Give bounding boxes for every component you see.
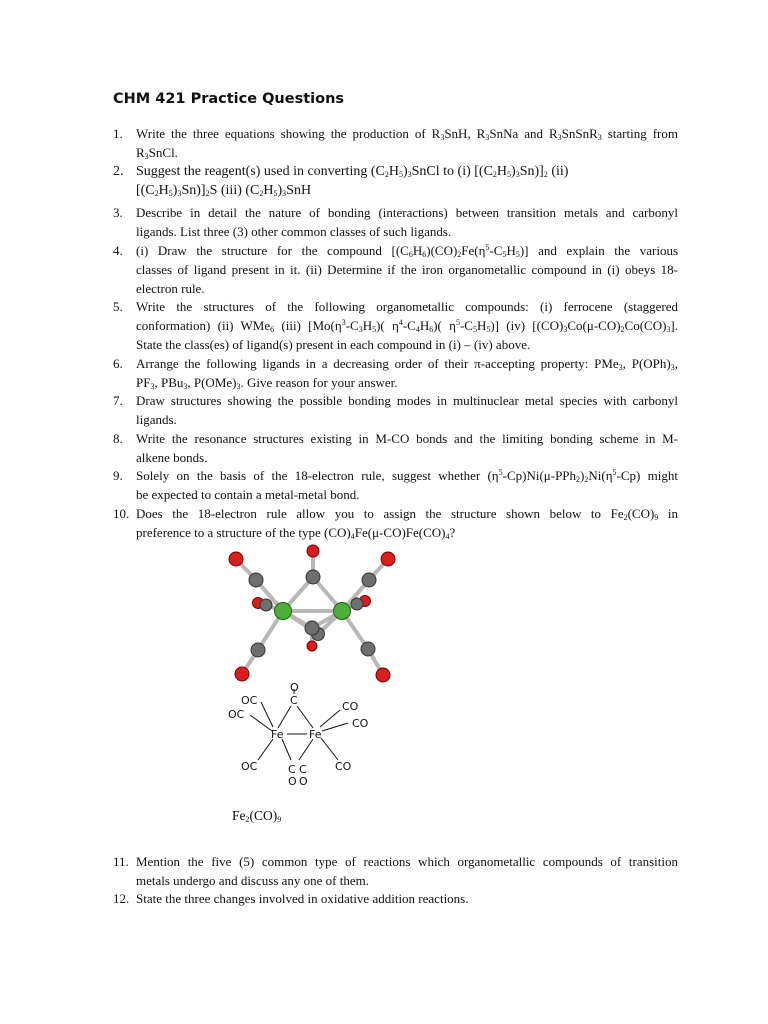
question-text: Draw structures showing the possible bonding modes in multinuclear metal species with carbonyl ligands. — [136, 393, 678, 427]
question-text: (i) Draw the structure for the compound $[(C_6H_6)(CO)_2Fe(\eta^5-C_5H_5)]$ and explain the various classes of ligand present in it. (ii) Determine if the iron organometallic compound in (i) obeys 18- electron rule. — [136, 243, 679, 296]
question-text: Write the structures of the following organometallic compounds: (i) ferrocene (staggered conformation) (ii) WMe$_6$ (iii) [$Mo(\eta^3-C_3H_5)$( $\eta^4-C_4H_6$)( $\eta^5-C_5H_5$)] (iv) $[(CO)_3Co(\mu-CO)_2Co(CO)_3]$. State the class(es) of ligand(s) present in each compound in (i) – (iv) above. — [136, 299, 679, 352]
carbon-atom — [260, 599, 272, 611]
carbon-atom — [362, 573, 376, 587]
oxygen-atom — [229, 552, 243, 566]
question-number: 12. — [113, 891, 130, 906]
question-text: Does the 18-electron rule allow you to assign the structure shown below to $Fe_2(CO)_9$ in preference to a structure of the type $(CO)_4Fe(\mu-CO)Fe(CO)_4$? — [136, 506, 678, 541]
question-text: Arrange the following ligands in a decreasing order of their π-accepting property: PMe$_3$, $P(OPh)_3$, $PF_3$, PBu$_3$, $P(OMe)_3$. Give reason for your answer. — [136, 356, 678, 391]
oxygen-atom — [235, 667, 249, 681]
atom-label: C — [299, 763, 307, 776]
question-11 — [113, 852, 678, 890]
question-number: 6. — [113, 356, 123, 371]
question-5 — [113, 297, 678, 354]
atom-label: O — [290, 681, 299, 694]
ligand-label: CO — [335, 760, 352, 773]
question-text: Write the resonance structures existing in M-CO bonds and the limiting bonding scheme in M- alkene bonds. — [136, 431, 678, 465]
iron-atom — [275, 603, 292, 620]
figure-caption: $Fe_2(CO)_9$ — [232, 808, 282, 824]
ligand-label: OC — [241, 694, 258, 707]
oxygen-atom — [307, 545, 319, 557]
ligand-label: OC — [228, 708, 245, 721]
question-10 — [113, 504, 678, 542]
question-text: Mention the five (5) common type of reactions which organometallic compounds of transition metals undergo and discuss any one of them. — [136, 854, 678, 888]
question-text: Describe in detail the nature of bonding (interactions) between transition metals and carbonyl ligands. List three (3) other common classes of such ligands. — [136, 205, 678, 239]
question-2 — [113, 162, 678, 200]
iron-label: Fe — [271, 728, 284, 741]
carbon-atom — [361, 642, 375, 656]
question-8 — [113, 429, 678, 467]
carbon-atom — [306, 570, 320, 584]
question-number: 1. — [113, 126, 123, 141]
question-number: 11. — [113, 854, 129, 869]
atom-label: O — [299, 775, 308, 788]
ligand-label: CO — [342, 700, 359, 713]
carbon-atom — [251, 643, 265, 657]
oxygen-atom — [381, 552, 395, 566]
question-number: 3. — [113, 205, 123, 220]
question-number: 5. — [113, 299, 123, 314]
fe2co9-structural-formula — [220, 680, 390, 792]
iron-label: Fe — [309, 728, 322, 741]
question-9 — [113, 466, 678, 504]
page-title: CHM 421 Practice Questions — [113, 91, 345, 107]
question-text: Suggest the reagent(s) used in converting $(C_2H_5)_3SnCl$ to (i) $[(C_2H_5)_3Sn)]_2$ (ii) $[(C_2H_5)_3Sn)]_2S$ (iii) $(C_2H_5)_3SnH$ — [136, 164, 569, 198]
atom-label: C — [288, 763, 296, 776]
question-text: Write the three equations showing the production of $R_3SnH$, $R_3SnNa$ and $R_3SnSnR_3$ starting from $R_3SnCl$. — [136, 126, 678, 161]
question-4 — [113, 241, 678, 298]
ligand-label: CO — [352, 717, 369, 730]
question-number: 10. — [113, 506, 130, 521]
question-number: 8. — [113, 431, 123, 446]
question-1 — [113, 124, 678, 162]
question-number: 4. — [113, 243, 123, 258]
ligand-label: OC — [241, 760, 258, 773]
atom-label: C — [290, 694, 298, 707]
structure-bonds — [250, 689, 348, 760]
question-3 — [113, 203, 678, 241]
question-12 — [113, 889, 678, 908]
question-text: Solely on the basis of the 18-electron rule, suggest whether $(\eta^5-Cp)Ni(\mu-PPh_2)_2Ni(\eta^5-Cp)$ might be expected to contain a metal-metal bond. — [136, 468, 678, 502]
question-6 — [113, 354, 678, 392]
question-number: 2. — [113, 164, 124, 179]
question-text: State the three changes involved in oxidative addition reactions. — [136, 891, 469, 906]
question-number: 9. — [113, 468, 123, 483]
atom-label: O — [288, 775, 297, 788]
iron-atom — [334, 603, 351, 620]
fe2co9-ball-stick-model — [220, 542, 410, 684]
question-7 — [113, 391, 678, 429]
question-number: 7. — [113, 393, 123, 408]
carbon-atom — [249, 573, 263, 587]
carbon-atom — [351, 598, 363, 610]
carbon-atom — [305, 621, 319, 635]
oxygen-atom — [307, 641, 317, 651]
